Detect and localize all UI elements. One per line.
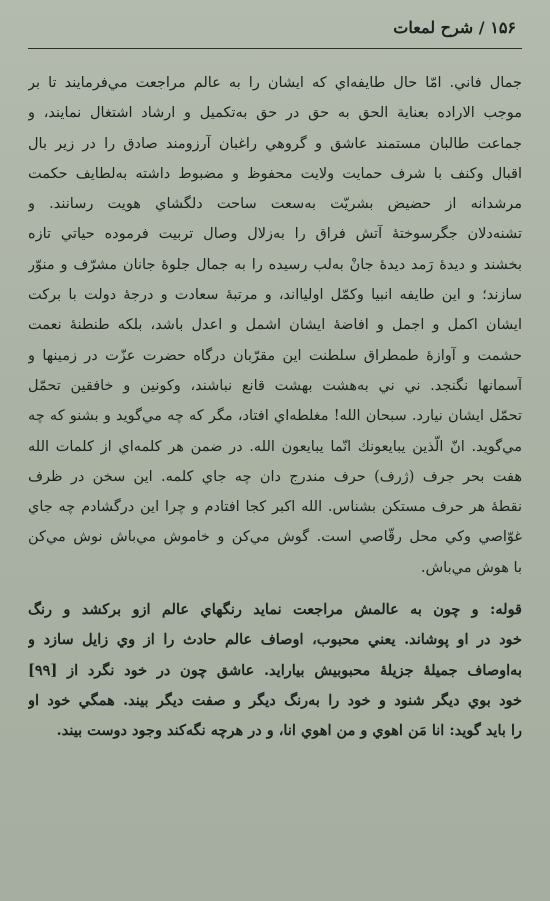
- text-line: ايشان اكمل و اجمل و افاضهٔ ايشان اشمل و اعدل باشد، بلكه طنطنهٔ نعمت: [28, 317, 522, 334]
- text-line: تحمّل ايشان نيارد. سبحان الله! مغلطه‌اي افتاد، مگر كه چه مي‌گويد و بشنو كه چه: [28, 408, 522, 425]
- paragraph-2: [28, 595, 522, 746]
- page-body: [28, 68, 522, 747]
- text-line: با هوش مي‌باش.: [420, 559, 522, 576]
- text-line: به‌اوصاف جميلهٔ جزيلهٔ محبوبيش بيارايد. عاشق چون در خود نگرد از [۹۹]: [28, 661, 522, 679]
- paragraph-gap: [28, 583, 522, 595]
- text-line: آسمانها نگنجد. ني ني به‌هشت بهشت قانع نباشند، وكونين و خافقين تحمّل: [28, 377, 522, 394]
- text-line: مي‌گويد. انّ الّذين يبايعونك انّما يبايعون الله. در ضمن هر كلمه‌اي از كلمات الله: [28, 438, 522, 455]
- text-line: مرشدانه از حضيض بشريّت به‌سعت ساحت دلگشاي هويت رسانند. و: [28, 196, 522, 213]
- book-title: شرح لمعات: [393, 18, 474, 37]
- text-line: قوله: و چون به عالمش مراجعت نمايد رنگهاي عالم ازو بركشد و رنگ: [28, 601, 522, 619]
- paragraph-1: [28, 68, 522, 583]
- text-line: جماعت طالبان مستمند عاشق و گروهي راغبان آرزومند صادق را در زير بال: [28, 135, 522, 152]
- text-line: را بايد گويد: انا مَن اهوي و من اهوي انا، و در هرچه نگه‌كند وجود دوست بيند.: [56, 722, 522, 740]
- text-line: سازند؛ و اين طايفه انبيا وكمّل اوليااند، و مرتبهٔ سعادت و درجهٔ دولت با بركت: [28, 287, 522, 304]
- text-line: تشنه‌دلان جگرسوختهٔ آتش فراق را به‌زلال وصال تربيت فرموده حياتي تازه: [28, 226, 522, 243]
- text-line: جمال فاني. امّا حال طايفه‌اي كه ايشان را به عالم مراجعت مي‌فرمايند تا بر: [28, 75, 522, 91]
- text-line: هفت بحر جرف (ژرف) حرف مندرج دان چه جاي كلمه. اين سخن در ظرف: [28, 468, 522, 485]
- page-number: ۱۵۶: [490, 18, 516, 37]
- running-header: [393, 18, 516, 37]
- text-line: بخشند و ديدهٔ رَمد ديدهٔ جانْ به‌لب رسيده را به جمال جلوهٔ جانان مشرّف و منوّر: [28, 256, 522, 273]
- text-line: موجب الاراده بعناية الحق به حق در حق به‌تكميل و ارشاد اشتغال نمايند، و: [28, 105, 522, 122]
- text-line: اقبال وكنف با شرف حمايت ولايت محفوظ و مضبوط داشته به‌لطايف حكمت: [28, 165, 522, 182]
- text-line: حشمت و آوازهٔ طمطراق سلطنت اين مقرّبان درگاه حضرت عزّت در زمينها و: [28, 347, 522, 364]
- text-line: خود در او پوشاند. يعني محبوب، اوصاف عالم حادث را از وي زايل سازد و: [28, 631, 522, 649]
- header-rule: [28, 48, 522, 49]
- text-line: نقطهٔ هر حرف مستكن بشناس. الله اكبر كجا افتادم و چرا اين درگشادم چه جاي: [28, 499, 522, 516]
- text-line: خود بوي ديگر شنود و خود را به‌رنگ ديگر و صفت ديگر بيند. همگي خود او: [28, 691, 522, 709]
- text-line: غوّاصي وكي محل رقّاصي است. گوش مي‌كن و خاموش مي‌باش نوش مي‌كن: [28, 529, 522, 546]
- header-separator: /: [478, 18, 485, 37]
